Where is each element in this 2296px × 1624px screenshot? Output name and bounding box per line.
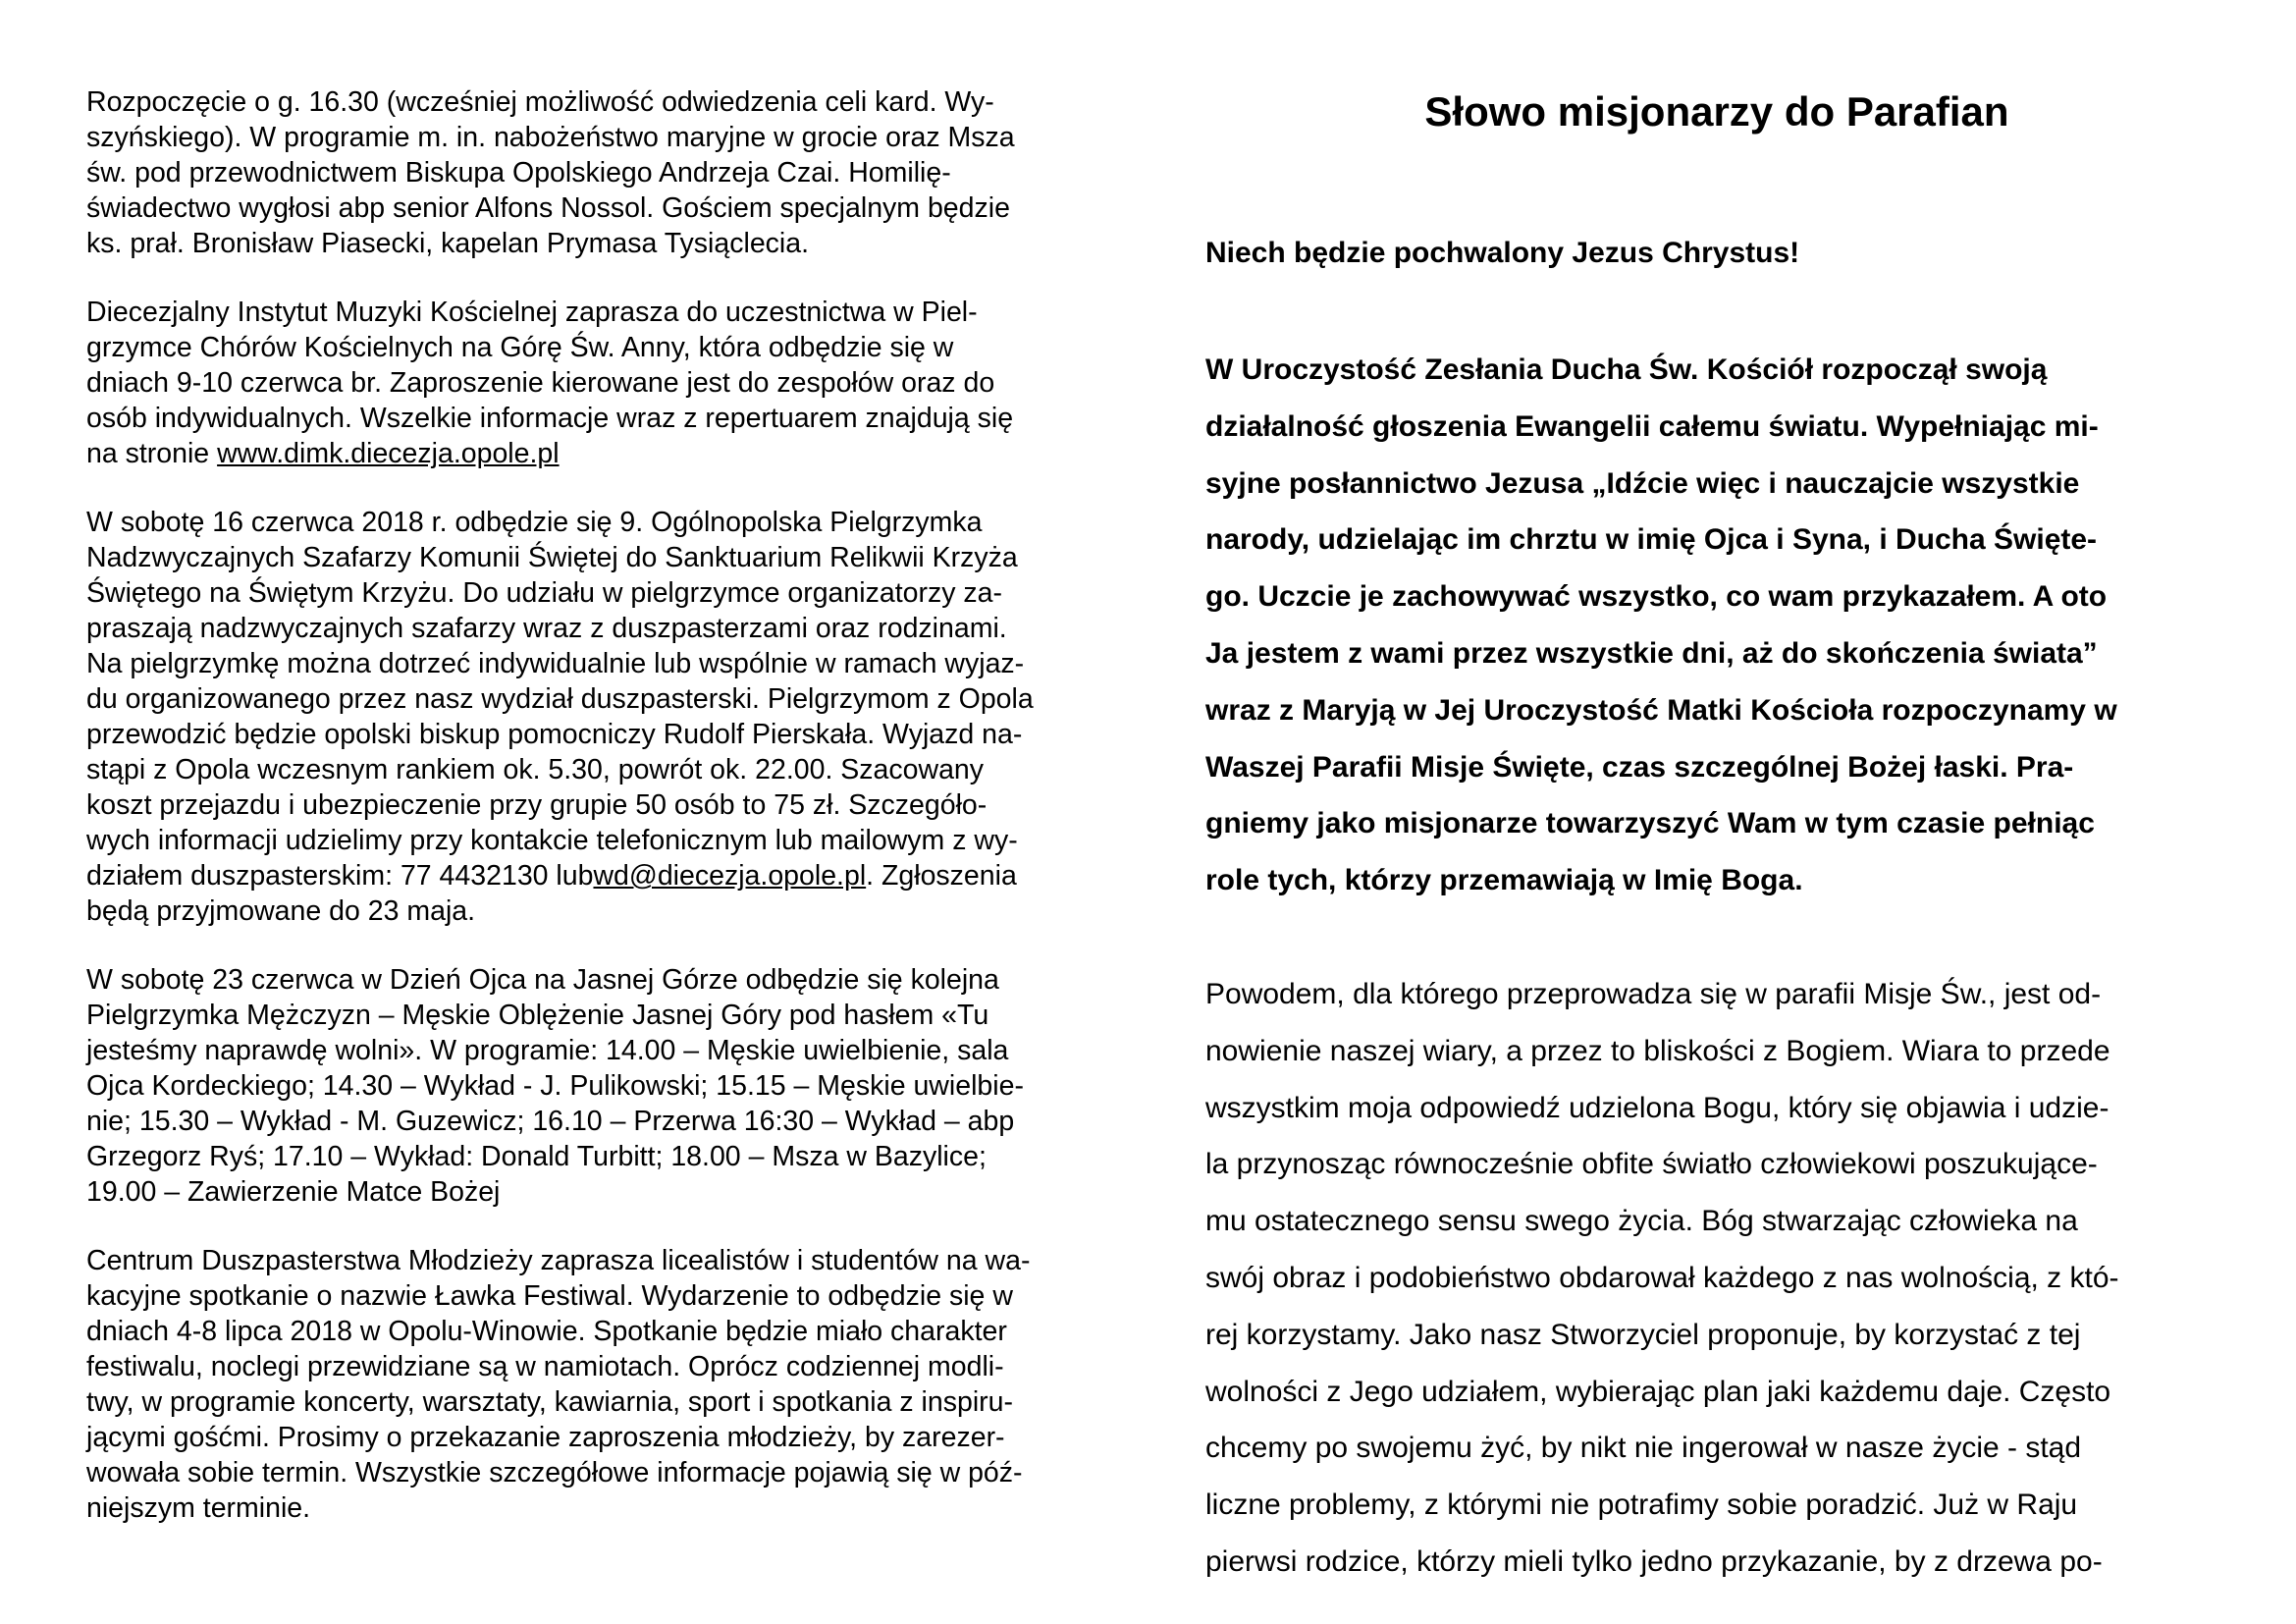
left-column — [86, 84, 1117, 1559]
paragraph-choir-text: Diecezjalny Instytut Muzyki Kościelnej zaprasza do uczestnictwa w Piel- grzymce Chórów Kościelnych na Górę Św. Anny, która odbędzie się w dniach 9-10 czerwca br. Zaproszenie kierowane jest do zespołów oraz do osób indywidualnych. Wszelkie informacje wraz z repertuarem znajdują się na stronie — [86, 297, 1014, 469]
paragraph-lawka-festival: Centrum Duszpasterstwa Młodzieży zaprasza licealistów i studentów na wa- kacyjne spotkanie o nazwie Ławka Festiwal. Wydarzenie to odbędzie się w dniach 4-8 lipca 2018 w Opolu-Winowie. Spotkanie będzie miało charakter festiwalu, noclegi przewidziane są w namiotach. Oprócz codziennej modli- twy, w programie koncerty, warsztaty, kawiarnia, sport i spotkania z inspiru- jącymi gośćmi. Prosimy o przekazanie zaproszenia młodzieży, by zarezer- wowała sobie termin. Wszystkie szczegółowe informacje pojawią się w póź- niejszym terminie. — [86, 1245, 1031, 1524]
dimk-website-link[interactable]: www.dimk.diecezja.opole.pl — [217, 438, 560, 469]
paragraph-eucharistic-ministers — [86, 505, 1117, 929]
page-title: Słowo misjonarzy do Parafian — [1424, 88, 2009, 135]
right-column — [1205, 84, 2228, 1578]
paragraph-ministers-text: W sobotę 16 czerwca 2018 r. odbędzie się 9. Ogólnopolska Pielgrzymka Nadzwyczajnych Szafarzy Komunii Świętej do Sanktuarium Relikwii Krzyża Świętego na Świętym Krzyżu. Do udziału w pielgrzymce organizatorzy za- praszają nadzwyczajnych szafarzy wraz z duszpasterzami oraz rodzinami. Na pielgrzymkę można dotrzeć indywidualnie lub wspólnie w ramach wyjaz- du organizowanego przez nasz wydział duszpasterski. Pielgrzymom z Opola przewodzić będzie opolski biskup pomocniczy Rudolf Pierskała. Wyjazd na- stąpi z Opola wczesnym rankiem ok. 5.30, powrót ok. 22.00. Szacowany koszt przejazdu i ubezpieczenie przy grupie 50 osób to 75 zł. Szczegóło- wych informacji udzielimy przy kontakcie telefonicznym lub mailowym z wy- działem duszpasterskim: 77 4432130 lub — [86, 507, 1034, 892]
paragraph-ministers-tail: . Zgłoszenia będą przyjmowane do 23 maja. — [86, 860, 1017, 927]
paragraph-wyszynski-visit: Rozpoczęcie o g. 16.30 (wcześniej możliwość odwiedzenia celi kard. Wy- szyńskiego). W programie m. in. nabożeństwo maryjne w grocie oraz Msza św. pod przewodnictwem Biskupa Opolskiego Andrzeja Czai. Homilię- świadectwo wygłosi abp senior Alfons Nossol. Gościem specjalnym będzie ks. prał. Bronisław Piasecki, kapelan Prymasa Tysiąclecia. — [86, 86, 1015, 259]
mission-intro-bold: W Uroczystość Zesłania Ducha Św. Kościół rozpoczął swoją działalność głoszenia Ewangelii całemu światu. Wypełniając mi- syjne posłannictwo Jezusa „Idźcie więc i nauczajcie wszystkie narody, udzielając im chrztu w imię Ojca i Syna, i Ducha Święte- go. Uczcie je zachowywać wszystko, co wam przykazałem. A oto Ja jestem z wami przez wszystkie dni, aż do skończenia świata” wraz z Maryją w Jej Uroczystość Matki Kościoła rozpoczynamy w Waszej Parafii Misje Święte, czas szczególnej Bożej łaski. Pra- gniemy jako misjonarze towarzyszyć Wam w tym czasie pełniąc role tych, którzy przemawiają w Imię Boga. — [1205, 353, 2117, 897]
paragraph-choir-pilgrimage — [86, 295, 1117, 471]
paragraph-mens-pilgrimage: W sobotę 23 czerwca w Dzień Ojca na Jasnej Górze odbędzie się kolejna Pielgrzymka Mężczyzn – Męskie Oblężenie Jasnej Góry pod hasłem «Tu jesteśmy naprawdę wolni». W programie: 14.00 – Męskie uwielbienie, sala Ojca Kordeckiego; 14.30 – Wykład - J. Pulikowski; 15.15 – Męskie uwielbie- nie; 15.30 – Wykład - M. Guzewicz; 16.10 – Przerwa 16:30 – Wykład – abp Grzegorz Ryś; 17.10 – Wykład: Donald Turbitt; 18.00 – Msza w Bazylice; 19.00 – Zawierzenie Matce Bożej — [86, 964, 1024, 1208]
mission-body: Powodem, dla którego przeprowadza się w parafii Misje Św., jest od- nowienie naszej wiary, a przez to bliskości z Bogiem. Wiara to przede wszystkim moja odpowiedź udzielona Bogu, który się objawia i udzie- la przynosząc równocześnie obfite światło człowiekowi poszukujące- mu ostatecznego sensu swego życia. Bóg stwarzając człowieka na swój obraz i podobieństwo obdarował każdego z nas wolnością, z któ- rej korzystamy. Jako nasz Stworzyciel proponuje, by korzystać z tej wolności z Jego udziałem, wybierając plan jaki każdemu daje. Często chcemy po swojemu żyć, by nikt nie ingerował w nasze życie - stąd liczne problemy, z którymi nie potrafimy sobie poradzić. Już w Raju pierwsi rodzice, którzy mieli tylko jedno przykazanie, by z drzewa po- — [1205, 978, 2119, 1578]
greeting: Niech będzie pochwalony Jezus Chrystus! — [1205, 237, 1800, 269]
pastoral-email-link[interactable]: wd@diecezja.opole.pl — [593, 860, 867, 892]
